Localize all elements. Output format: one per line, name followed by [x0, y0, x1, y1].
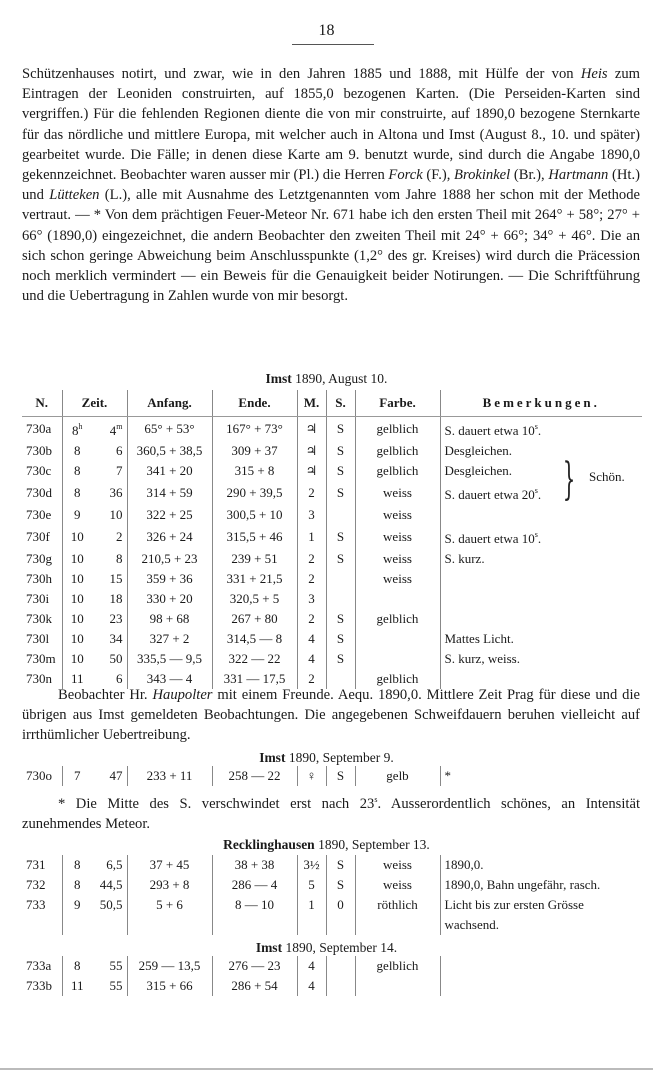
cell-number: 730c	[26, 463, 52, 478]
cell-number: 730h	[26, 571, 52, 586]
cell-hour: 8	[62, 956, 92, 976]
cell-bemerkungen	[440, 609, 642, 629]
cell-bemerkungen: S. kurz, weiss.	[440, 649, 642, 669]
table-row	[22, 569, 642, 589]
table-row	[22, 629, 642, 649]
cell-schweif: S	[326, 629, 355, 649]
cell-bemerkungen: S. dauert etwa 10$^s$.	[440, 417, 642, 442]
table-row	[22, 766, 642, 786]
cell-ende: 322 — 22	[212, 649, 297, 669]
italic-name: Lütteken	[49, 187, 100, 204]
cell-ende: 8 — 10	[212, 895, 297, 915]
cell-schweif	[326, 505, 355, 525]
cell-hour: 8	[62, 461, 92, 481]
cell-anfang: 210,5 + 23	[127, 549, 212, 569]
cell-magnitude: ♀	[297, 766, 326, 786]
footnote-sup: s	[374, 795, 378, 804]
paragraph-text: (Br.),	[510, 167, 549, 184]
cell-minute	[92, 915, 127, 935]
cell-hour: 8	[62, 441, 92, 461]
cell-number: 730k	[26, 611, 52, 626]
cell-hour: 10	[62, 629, 92, 649]
cell-schweif: 0	[326, 895, 355, 915]
cell-farbe: weiss	[355, 481, 440, 505]
cell-ende: 314,5 — 8	[212, 629, 297, 649]
seconds-unit: s	[534, 486, 538, 495]
cell-bemerkungen	[440, 505, 642, 525]
section-heading-recklinghausen	[0, 837, 653, 853]
cell-schweif: S	[326, 649, 355, 669]
cell-hour: 7	[62, 766, 92, 786]
col-header-s: S.	[326, 390, 355, 417]
cell-minute: 18	[109, 591, 123, 606]
footnote	[22, 790, 640, 834]
cell-minute: 36	[109, 485, 123, 500]
cell-bemerkungen: S. dauert etwa 10$^s$.	[440, 525, 642, 549]
cell-farbe: gelblich	[355, 417, 440, 442]
cell-number: 733b	[26, 978, 52, 993]
cell-ende: 309 + 37	[212, 441, 297, 461]
cell-bemerkungen	[440, 569, 642, 589]
cell-magnitude: 2	[297, 481, 326, 505]
cell-magnitude: 3	[297, 589, 326, 609]
cell-minute: 6	[116, 671, 123, 686]
cell-magnitude: 2	[297, 569, 326, 589]
cell-number: 730a	[26, 421, 52, 436]
cell-bemerkungen	[440, 976, 642, 996]
footnote-text-after: . Ausserordentlich schönes, an Intensität zunehmendes Meteor.	[22, 796, 640, 833]
cell-number: 733a	[26, 958, 52, 973]
cell-anfang: 37 + 45	[127, 855, 212, 875]
cell-anfang: 341 + 20	[127, 461, 212, 481]
cell-farbe: weiss	[355, 569, 440, 589]
cell-ende	[212, 915, 297, 935]
cell-ende: 258 — 22	[212, 766, 297, 786]
table-row	[22, 549, 642, 569]
cell-anfang: 315 + 66	[127, 976, 212, 996]
cell-ende: 286 + 54	[212, 976, 297, 996]
cell-magnitude: 2	[297, 609, 326, 629]
cell-number: 730o	[26, 768, 52, 783]
table-row	[22, 505, 642, 525]
cell-bemerkungen: S. kurz.	[440, 549, 642, 569]
cell-minute: 50,5	[99, 897, 123, 912]
cell-minute: 50	[109, 651, 123, 666]
cell-farbe	[355, 915, 440, 935]
cell-farbe: gelblich	[355, 441, 440, 461]
cell-hour: 10	[62, 549, 92, 569]
cell-hour: 9	[62, 505, 92, 525]
col-header-zeit: Zeit.	[62, 390, 127, 417]
cell-farbe: gelblich	[355, 956, 440, 976]
cell-number: 730b	[26, 443, 52, 458]
cell-anfang: 314 + 59	[127, 481, 212, 505]
intro-paragraph	[22, 64, 640, 306]
cell-minute: 55	[109, 958, 123, 973]
italic-name: Haupolter	[152, 687, 213, 703]
cell-ende: 331 — 17,5	[212, 669, 297, 689]
cell-farbe: gelblich	[355, 669, 440, 689]
heading-date: 1890, August 10.	[291, 371, 388, 386]
cell-hour: 8	[62, 855, 92, 875]
heading-place: Recklinghausen	[223, 837, 315, 852]
table-row	[22, 976, 642, 996]
cell-hour	[62, 915, 92, 935]
cell-number: 731	[26, 857, 46, 872]
heading-place: Imst	[255, 940, 283, 955]
cell-anfang: 293 + 8	[127, 875, 212, 895]
cell-hour: 11	[62, 669, 92, 689]
paragraph-text: Beobachter Hr.	[58, 687, 153, 703]
cell-farbe: weiss	[355, 505, 440, 525]
cell-bemerkungen: *	[440, 766, 642, 786]
cell-magnitude: 4	[297, 649, 326, 669]
table-row	[22, 589, 642, 609]
cell-magnitude: 4	[297, 976, 326, 996]
cell-anfang: 359 + 36	[127, 569, 212, 589]
cell-schweif: S	[326, 875, 355, 895]
cell-magnitude: 3	[297, 505, 326, 525]
cell-magnitude: 2	[297, 549, 326, 569]
cell-farbe: weiss	[355, 525, 440, 549]
col-header-bemerkungen: Bemerkungen.	[440, 390, 642, 417]
table-header-row	[22, 390, 642, 417]
cell-farbe: gelb	[355, 766, 440, 786]
italic-name: Hartmann	[548, 167, 609, 184]
cell-schweif	[326, 569, 355, 589]
table-row	[22, 875, 642, 895]
cell-anfang: 233 + 11	[127, 766, 212, 786]
cell-number: 732	[26, 877, 46, 892]
cell-farbe: gelblich	[355, 461, 440, 481]
cell-ende: 267 + 80	[212, 609, 297, 629]
col-header-ende: Ende.	[212, 390, 297, 417]
cell-anfang: 330 + 20	[127, 589, 212, 609]
cell-bemerkungen	[440, 956, 642, 976]
observer-note	[22, 685, 640, 746]
cell-anfang: 5 + 6	[127, 895, 212, 915]
cell-anfang: 98 + 68	[127, 609, 212, 629]
hour-unit: h	[78, 422, 83, 431]
page-bottom-edge	[0, 1068, 653, 1070]
table-row	[22, 417, 642, 442]
cell-minute: 6,5	[106, 857, 123, 872]
cell-number: 730i	[26, 591, 50, 606]
table-imst-sep9	[22, 766, 642, 786]
cell-ende: 276 — 23	[212, 956, 297, 976]
cell-bemerkungen: Mattes Licht.	[440, 629, 642, 649]
cell-anfang: 65° + 53°	[127, 417, 212, 442]
italic-name: Brokinkel	[454, 167, 511, 184]
seconds-unit: s	[534, 422, 538, 431]
cell-minute: 34	[109, 631, 123, 646]
cell-magnitude: ♃	[297, 441, 326, 461]
cell-magnitude: 1	[297, 895, 326, 915]
minute-unit: m	[116, 422, 123, 431]
paragraph-text: Schützenhauses notirt, und zwar, wie in den Jahren 1885 und 1888, mit Hülfe der von	[22, 66, 581, 82]
cell-hour: 10	[62, 525, 92, 549]
cell-bemerkungen: S. dauert etwa 20$^s$.	[440, 481, 642, 505]
cell-number: 730g	[26, 551, 52, 566]
cell-magnitude: 4	[297, 956, 326, 976]
cell-minute: 55	[109, 978, 123, 993]
table-row	[22, 956, 642, 976]
cell-hour: 11	[62, 976, 92, 996]
cell-farbe	[355, 629, 440, 649]
cell-schweif	[326, 956, 355, 976]
cell-ende: 167° + 73°	[212, 417, 297, 442]
cell-number: 730l	[26, 631, 50, 646]
cell-ende: 320,5 + 5	[212, 589, 297, 609]
col-header-m: M.	[297, 390, 326, 417]
cell-schweif: S	[326, 525, 355, 549]
cell-minute: 4$^m$	[109, 422, 123, 438]
cell-schweif	[326, 589, 355, 609]
paragraph-text: zum Eintragen der Leoniden construirten, auf 1855,0 bezogenen Karten. (Die Perseiden-Karten sind vergriffen.) Für die fehlenden Regionen diente die von mir construirte, auf 1890,0 bezogene Sternkarte für das nördliche und mittlere Europa, mit welcher auch in Altona und Imst (August 8., 10. und später) gearbeitet wurde. Die Fälle; in denen diese Karte am 9. benutzt wurde, sind durch die Angabe 1890,0 gekennzeichnet. Beobachter waren ausser mir (Pl.) die Herren	[22, 66, 640, 184]
italic-name: Forck	[388, 167, 423, 184]
cell-magnitude: ♃	[297, 461, 326, 481]
page-number: 18	[318, 22, 335, 39]
section-heading-imst-sep14	[0, 940, 653, 956]
cell-schweif: S	[326, 441, 355, 461]
cell-minute: 6	[116, 443, 123, 458]
cell-minute: 47	[109, 768, 123, 783]
cell-schweif: S	[326, 417, 355, 442]
cell-anfang: 322 + 25	[127, 505, 212, 525]
cell-schweif	[326, 915, 355, 935]
col-header-n: N.	[22, 390, 62, 417]
cell-magnitude: 2	[297, 669, 326, 689]
cell-hour: 10	[62, 649, 92, 669]
cell-ende: 315,5 + 46	[212, 525, 297, 549]
cell-magnitude: 5	[297, 875, 326, 895]
cell-minute: 10	[109, 507, 123, 522]
cell-minute: 15	[109, 571, 123, 586]
cell-minute: 23	[109, 611, 123, 626]
cell-number: 730d	[26, 485, 52, 500]
table-recklinghausen-sep13	[22, 855, 642, 935]
cell-number: 730f	[26, 529, 50, 544]
punctuation: .	[537, 423, 542, 438]
cell-anfang: 343 — 4	[127, 669, 212, 689]
brace-note: Schön.	[589, 469, 625, 484]
cell-number	[22, 915, 62, 935]
cell-minute: 7	[116, 463, 123, 478]
cell-number: 730n	[26, 671, 52, 686]
cell-schweif	[326, 976, 355, 996]
cell-ende: 239 + 51	[212, 549, 297, 569]
brace-icon: }	[562, 454, 576, 505]
heading-place: Imst	[259, 750, 286, 765]
cell-hour: 10	[62, 589, 92, 609]
punctuation: .	[537, 487, 542, 502]
cell-hour: 10	[62, 569, 92, 589]
cell-magnitude	[297, 915, 326, 935]
cell-bemerkungen: 1890,0.	[440, 855, 642, 875]
cell-number: 733	[26, 897, 46, 912]
heading-date: 1890, September 9.	[285, 750, 394, 765]
page-number-rule	[292, 44, 374, 45]
punctuation: .	[537, 531, 542, 546]
cell-anfang: 335,5 — 9,5	[127, 649, 212, 669]
table-row	[22, 855, 642, 875]
cell-bemerkungen: Licht bis zur ersten Grösse	[440, 895, 642, 915]
cell-bemerkungen: wachsend.	[440, 915, 642, 935]
cell-schweif: S	[326, 549, 355, 569]
cell-minute: 8	[116, 551, 123, 566]
cell-farbe: weiss	[355, 875, 440, 895]
table-row	[22, 441, 642, 461]
cell-magnitude: 4	[297, 629, 326, 649]
cell-minute: 44,5	[99, 877, 123, 892]
footnote-text: * Die Mitte des S. verschwindet erst nach 23	[58, 796, 375, 812]
table-row	[22, 609, 642, 629]
cell-hour: 8$^h$	[62, 417, 92, 442]
cell-schweif: S	[326, 481, 355, 505]
paragraph-text: mit einem Freunde. Aequ. 1890,0. Mittlere Zeit Prag für diese und die übrigen aus Imst gemeldeten Beobachtungen. Die angegebenen Schweifdauern beruhen vielleicht auf irrthümlicher Uebertreibung.	[22, 687, 640, 744]
cell-farbe	[355, 649, 440, 669]
table-imst-sep14	[22, 956, 642, 996]
table-row	[22, 895, 642, 915]
cell-anfang: 259 — 13,5	[127, 956, 212, 976]
heading-place: Imst	[265, 371, 292, 386]
section-heading-imst-sep9	[0, 750, 653, 766]
cell-hour: 8	[62, 875, 92, 895]
cell-anfang: 327 + 2	[127, 629, 212, 649]
seconds-unit: s	[534, 530, 538, 539]
cell-schweif: S	[326, 609, 355, 629]
cell-schweif: S	[326, 855, 355, 875]
table-row	[22, 481, 642, 505]
italic-name: Heis	[580, 66, 608, 82]
paragraph-text: (F.),	[422, 167, 455, 184]
table-imst-aug10	[22, 390, 642, 689]
cell-farbe: gelblich	[355, 609, 440, 629]
table-row	[22, 525, 642, 549]
section-heading-imst-aug10	[0, 371, 653, 387]
cell-farbe: röthlich	[355, 895, 440, 915]
cell-ende: 290 + 39,5	[212, 481, 297, 505]
col-header-farbe: Farbe.	[355, 390, 440, 417]
paragraph-text: (L.), alle mit Ausnahme des Letztgenannten vom Jahre 1888 her schon mit der Methode vertraut. — * Von dem prächtigen Feuer-Meteor Nr. 671 habe ich den ersten Theil mit 264° + 58°; 27° + 66° (1890,0) eingezeichnet, die andern Beobachter den zweiten Theil mit 24° + 66°; 34° + 46°. Die an sich schon geringe Abweichung beim Anschlusspunkte (1,2° des gr. Kreises) wird durch die Präcession noch merklich vermindert — ein Beweis für die Genauigkeit beider Notirungen. — Die Schriftführung und die Uebertragung in Zahlen wurde von mir besorgt.	[22, 187, 640, 305]
cell-anfang: 326 + 24	[127, 525, 212, 549]
cell-bemerkungen: 1890,0, Bahn ungefähr, rasch.	[440, 875, 642, 895]
cell-minute: 2	[116, 529, 123, 544]
heading-date: 1890, September 13.	[314, 837, 430, 852]
cell-anfang	[127, 915, 212, 935]
cell-magnitude: 1	[297, 525, 326, 549]
cell-farbe	[355, 976, 440, 996]
cell-ende: 300,5 + 10	[212, 505, 297, 525]
cell-bemerkungen: Desgleichen.	[440, 441, 642, 461]
cell-farbe	[355, 589, 440, 609]
cell-magnitude: 3½	[297, 855, 326, 875]
cell-bemerkungen: Desgleichen.	[440, 461, 642, 481]
paragraph-text: (Ht.) und	[22, 167, 640, 204]
cell-schweif: S	[326, 461, 355, 481]
cell-ende: 315 + 8	[212, 461, 297, 481]
cell-number: 730e	[26, 507, 52, 522]
cell-anfang: 360,5 + 38,5	[127, 441, 212, 461]
table-row	[22, 461, 642, 481]
table-row	[22, 649, 642, 669]
cell-farbe: weiss	[355, 549, 440, 569]
table-row	[22, 915, 642, 935]
cell-hour: 10	[62, 609, 92, 629]
cell-hour: 8	[62, 481, 92, 505]
heading-date: 1890, September 14.	[282, 940, 398, 955]
cell-ende: 286 — 4	[212, 875, 297, 895]
cell-magnitude: ♃	[297, 417, 326, 442]
cell-farbe: weiss	[355, 855, 440, 875]
cell-bemerkungen	[440, 589, 642, 609]
cell-ende: 331 + 21,5	[212, 569, 297, 589]
cell-number: 730m	[26, 651, 56, 666]
col-header-anfang: Anfang.	[127, 390, 212, 417]
cell-schweif: S	[326, 766, 355, 786]
cell-hour: 9	[62, 895, 92, 915]
cell-ende: 38 + 38	[212, 855, 297, 875]
